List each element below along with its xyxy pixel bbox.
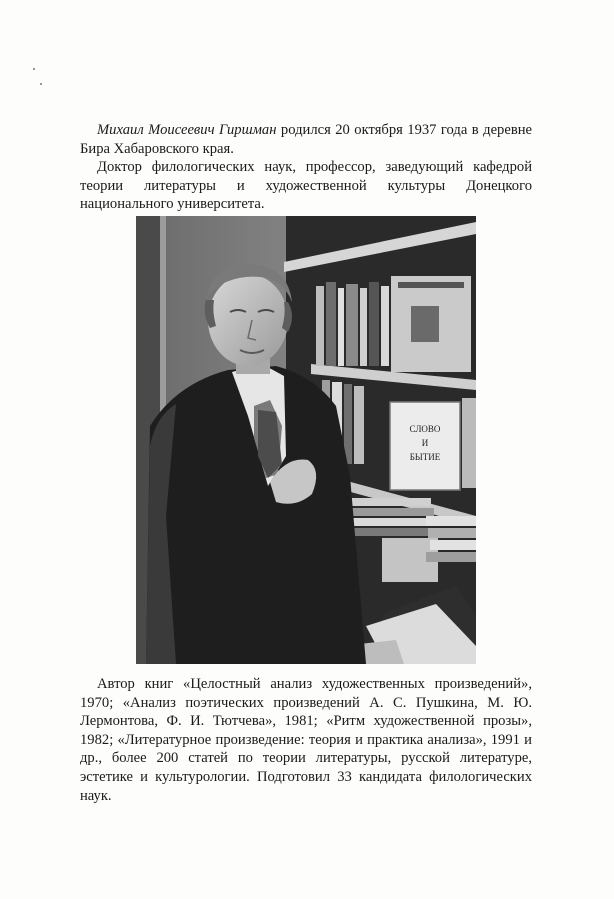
birth-text: родился 20 октября 1937 года в деревне Бира Хабаровского края. — [80, 122, 532, 157]
birth-paragraph — [80, 121, 532, 158]
person-name: Михаил Моисеевич Гиршман — [97, 122, 277, 138]
book-title-line1: СЛОВО — [409, 424, 441, 434]
intro-section — [80, 121, 532, 214]
bio-section — [80, 675, 532, 805]
book-title-line2: И — [421, 438, 429, 448]
position-paragraph: Доктор филологических наук, профессор, заведующий кафедрой теории литературы и художественной культуры Донецкого национального университета. — [80, 159, 532, 213]
book-title-line3: БЫТИЕ — [409, 452, 441, 462]
scan-speck — [33, 68, 35, 70]
portrait-photo — [136, 216, 476, 664]
bio-paragraph: Автор книг «Целостный анализ художественных произведений», 1970; «Анализ поэтических произведений А. С. Пушкина, М. Ю. Лермонтова, Ф. И. Тютчева», 1981; «Ритм художественной прозы», 1982; «Литературное произведение: теория и практика анализа», 1991 и др., более 200 статей по теории литературы, русской литературе, эстетике и культурологии. Подготовил 33 кандидата филологических наук. — [80, 676, 532, 804]
scan-speck — [40, 83, 42, 85]
